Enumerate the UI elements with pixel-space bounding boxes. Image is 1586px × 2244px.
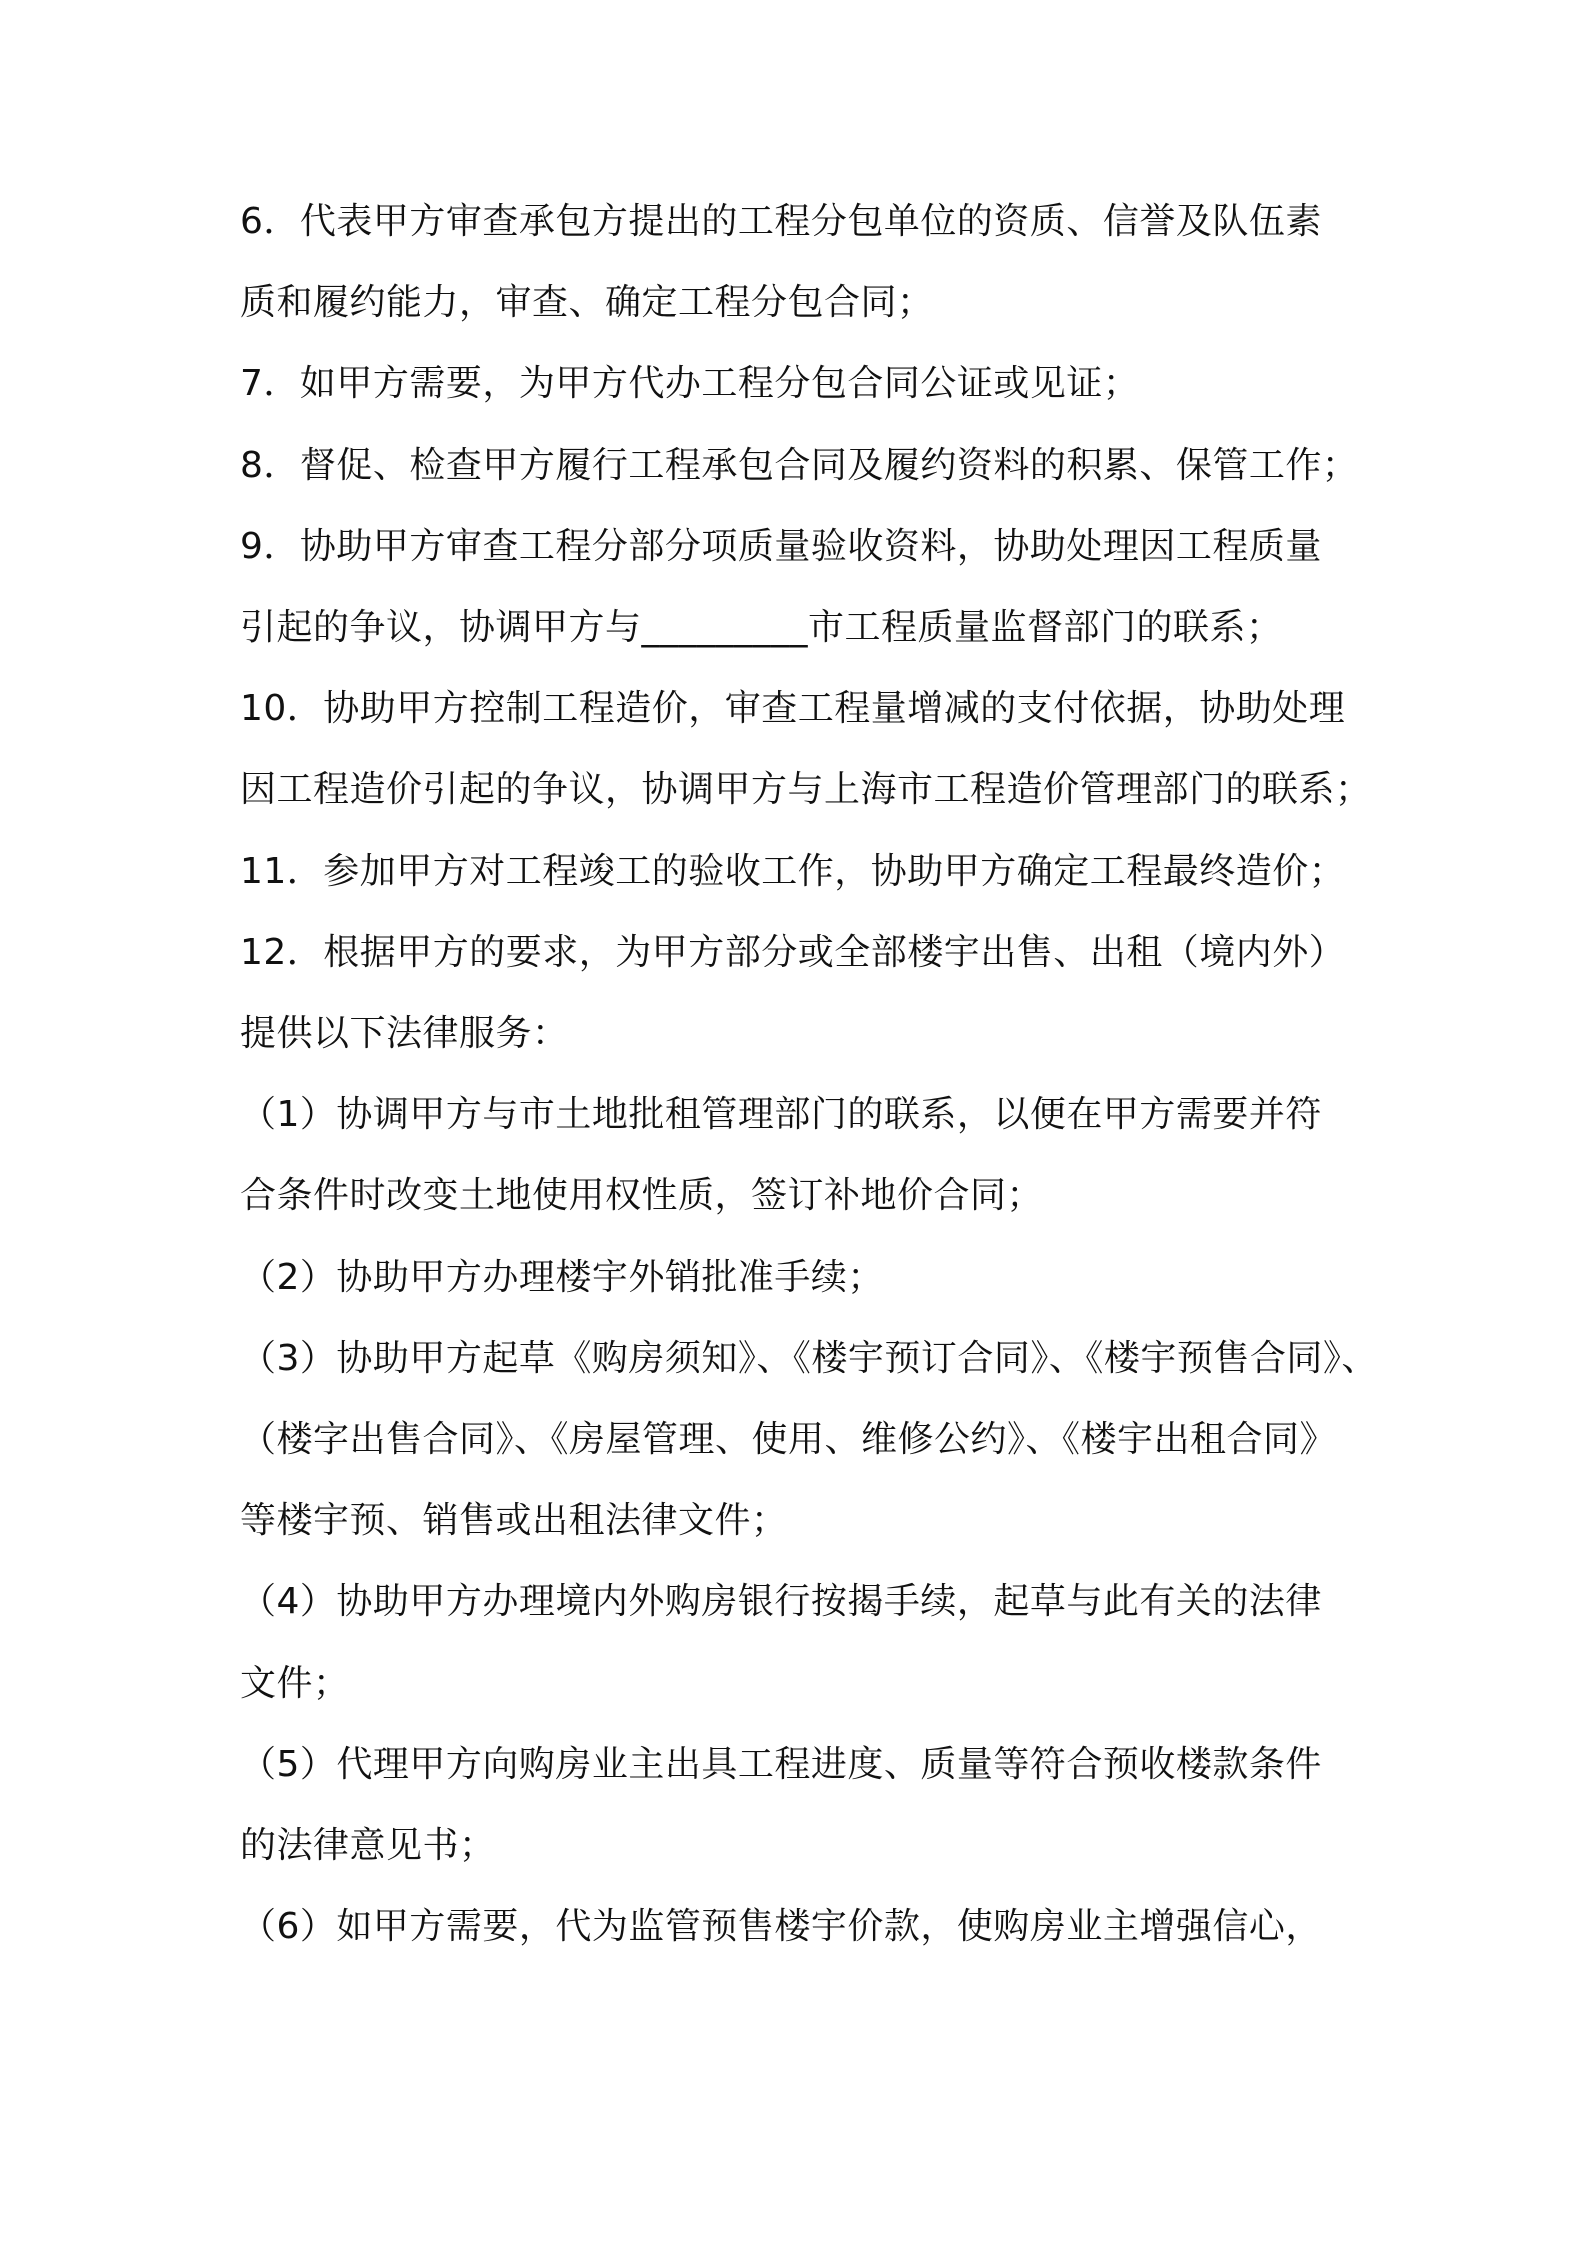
clause-12-line-1: 12．根据甲方的要求，为甲方部分或全部楼宇出售、出租（境内外） [240, 931, 1346, 973]
item-4-line-1: （4）协助甲方办理境内外购房银行按揭手续，起草与此有关的法律 [240, 1581, 1322, 1623]
item-4-line-2: 文件； [240, 1662, 350, 1704]
clause-9-line-2: 引起的争议，协调甲方与_________市工程质量监督部门的联系； [240, 607, 1283, 648]
clause-10-line-1: 10．协助甲方控制工程造价，审查工程量增减的支付依据，协助处理 [240, 688, 1346, 730]
item-5-line-2: 的法律意见书； [240, 1825, 496, 1866]
clause-7-line: 7．如甲方需要，为甲方代办工程分包合同公证或见证； [240, 363, 1140, 405]
item-6-line-1: （6）如甲方需要，代为监管预售楼宇价款，使购房业主增强信心， [240, 1906, 1322, 1948]
clause-12-line-2: 提供以下法律服务： [240, 1013, 569, 1054]
clause-6-line-1: 6．代表甲方审查承包方提出的工程分包单位的资质、信誉及队伍素 [240, 201, 1322, 242]
item-3-line-2: （楼字出售合同》、《房屋管理、使用、维修公约》、《楼宇出租合同》 [240, 1419, 1337, 1460]
clause-10-line-2: 因工程造价引起的争议，协调甲方与上海市工程造价管理部门的联系； [240, 769, 1372, 811]
item-1-line-1: （1）协调甲方与市土地批租管理部门的联系，以便在甲方需要并符 [240, 1094, 1322, 1136]
item-1-line-2: 合条件时改变土地使用权性质，签订补地价合同； [240, 1175, 1044, 1217]
item-3-line-3: 等楼宇预、销售或出租法律文件； [240, 1500, 788, 1542]
item-3-line-1: （3）协助甲方起草《购房须知》、《楼宇预订合同》、《楼宇预售合同》、 [240, 1337, 1378, 1379]
item-2-line: （2）协助甲方办理楼宇外销批准手续； [240, 1256, 884, 1298]
clause-8-line: 8．督促、检查甲方履行工程承包合同及履约资料的积累、保管工作； [240, 444, 1359, 486]
clause-6-line-2: 质和履约能力，审查、确定工程分包合同； [240, 282, 934, 324]
clause-11-line: 11．参加甲方对工程竣工的验收工作，协助甲方确定工程最终造价； [240, 850, 1346, 892]
clause-9-line-1: 9．协助甲方审查工程分部分项质量验收资料，协助处理因工程质量 [240, 525, 1322, 567]
item-5-line-1: （5）代理甲方向购房业主出具工程进度、质量等符合预收楼款条件 [240, 1743, 1322, 1785]
